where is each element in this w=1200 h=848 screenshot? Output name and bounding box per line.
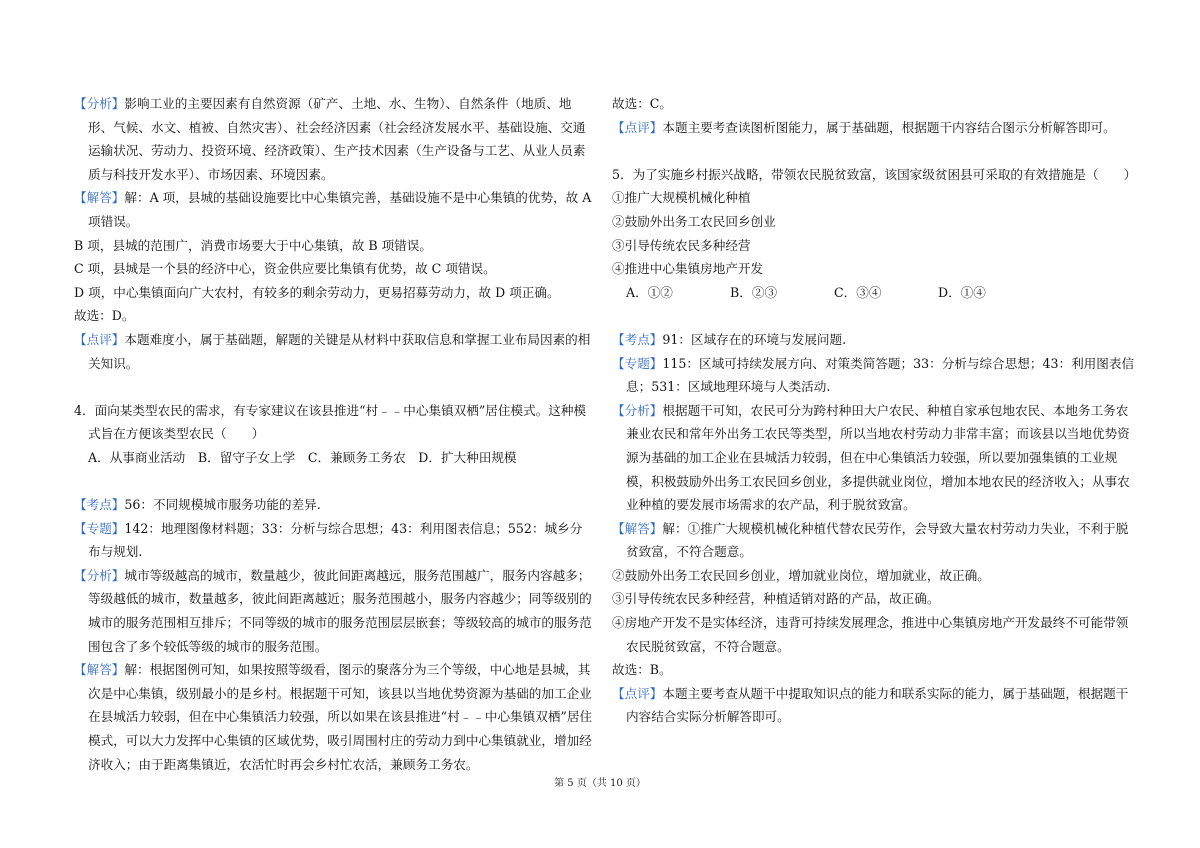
paragraph bbox=[74, 493, 594, 517]
paragraph bbox=[74, 186, 594, 233]
section-tag: 【解答】 bbox=[74, 190, 125, 206]
paragraph-text: 解：①推广大规模机械化种植代替农民劳作，会导致大量农村劳动力失业，不利于脱贫致富，不符合题意。 bbox=[626, 520, 1129, 560]
paragraph bbox=[612, 517, 1136, 564]
answer-option: B．留守子女上学 bbox=[197, 449, 308, 465]
paragraph bbox=[612, 92, 1136, 116]
answer-option: A．①② bbox=[626, 284, 673, 300]
paragraph-text: 本题难度小，属于基础题，解题的关键是从材料中获取信息和掌握工业布局因素的相关知识。 bbox=[88, 331, 591, 371]
paragraph bbox=[74, 399, 594, 446]
paragraph-text: D 项，中心集镇面向广大农村，有较多的剩余劳动力，更易招募劳动力，故 D 项正确。 bbox=[74, 284, 560, 300]
paragraph bbox=[612, 186, 1136, 210]
paragraph-text: B 项，县城的范围广，消费市场要大于中心集镇，故 B 项错误。 bbox=[74, 237, 432, 253]
paragraph-text: 本题主要考查读图析图能力，属于基础题，根据题干内容结合图示分析解答即可。 bbox=[662, 119, 1116, 135]
section-tag: 【分析】 bbox=[74, 96, 125, 111]
paragraph-text: ①推广大规模机械化种植 bbox=[612, 190, 751, 206]
paragraph-text: ③引导传统农民多种经营，种植适销对路的产品，故正确。 bbox=[612, 591, 940, 607]
paragraph-text: 城市等级越高的城市，数量越少，彼此间距离越远，服务范围越广，服务内容越多；等级越低的城市，数量越多，彼此间距离越近；服务范围越小，服务内容越少；同等级别的城市的服务范围相互排斥；不同等级的城市的服务范围层层嵌套；等级较高的城市的服务范围包含了多个较低等级的城市的服务范围。 bbox=[88, 567, 592, 654]
paragraph-text: 故选：B。 bbox=[612, 662, 672, 678]
paragraph-text: 解：根据图例可知，如果按照等级看，图示的聚落分为三个等级，中心地是县城，其次是中心集镇，级别最小的是乡村。根据题干可知，该县以当地优势资源为基础的加工企业在县城活力较弱，但在中心集镇活力较强，所以如果在该县推进“村﹣﹣中心集镇双栖”居住模式，可以大力发挥中心集镇的区域优势，吸引周围村庄的劳动力到中心集镇就业，增加经济收入；由于距离集镇近，农活忙时再会乡村忙农活，兼顾务工务农。 bbox=[88, 662, 593, 772]
paragraph bbox=[74, 517, 594, 564]
paragraph bbox=[74, 92, 594, 186]
right-column bbox=[612, 92, 1136, 729]
left-column bbox=[74, 92, 594, 776]
answer-option: D．①④ bbox=[938, 284, 986, 300]
paragraph-text: 本题主要考查从题干中提取知识点的能力和联系实际的能力，属于基础题，根据题干内容结合实际分析解答即可。 bbox=[626, 685, 1129, 725]
page-number: 第 5 页（共 10 页） bbox=[554, 778, 646, 789]
paragraph bbox=[74, 281, 594, 305]
paragraph bbox=[74, 658, 594, 776]
section-tag: 【分析】 bbox=[74, 567, 125, 583]
section-tag: 【解答】 bbox=[612, 520, 663, 536]
paragraph bbox=[612, 682, 1136, 729]
left-paragraphs-bottom bbox=[74, 493, 594, 776]
paragraph bbox=[74, 234, 594, 258]
answer-option: A．从事商业活动 bbox=[88, 449, 198, 465]
paragraph-text: 142：地理图像材料题；33：分析与综合思想；43：利用图表信息；552：城乡分布与规划. bbox=[88, 520, 583, 560]
answer-option: C．兼顾务工务农 bbox=[307, 449, 419, 465]
section-tag: 【专题】 bbox=[74, 520, 125, 536]
paragraph bbox=[612, 564, 1136, 588]
paragraph bbox=[612, 399, 1136, 517]
paragraph-text: 故选：D。 bbox=[74, 308, 135, 324]
paragraph-text: C 项，县城是一个县的经济中心，资金供应要比集镇有优势，故 C 项错误。 bbox=[74, 261, 496, 277]
answer-option: C．③④ bbox=[834, 284, 882, 300]
paragraph-text: ③引导传统农民多种经营 bbox=[612, 237, 751, 253]
paragraph-text: 115：区域可持续发展方向、对策类简答题；33：分析与综合思想；43：利用图表信息；531：区域地理环境与人类活动. bbox=[626, 355, 1135, 395]
right-paragraphs-top bbox=[612, 92, 1136, 281]
section-tag: 【点评】 bbox=[74, 331, 125, 347]
paragraph bbox=[612, 587, 1136, 611]
paragraph bbox=[612, 234, 1136, 258]
left-paragraphs-top bbox=[74, 92, 594, 446]
paragraph bbox=[612, 163, 1136, 187]
paragraph bbox=[612, 116, 1136, 140]
paragraph-text: ②鼓励外出务工农民回乡创业 bbox=[612, 213, 776, 229]
right-paragraphs-bottom bbox=[612, 328, 1136, 729]
paragraph bbox=[612, 658, 1136, 682]
paragraph-text: ④房地产开发不是实体经济，违背可持续发展理念，推进中心集镇房地产开发最终不可能带领农民脱贫致富，不符合题意。 bbox=[612, 615, 1129, 654]
paragraph-text: 4．面向某类型农民的需求，有专家建议在该县推进“村﹣﹣中心集镇双栖”居住模式。这种模式旨在方便该类型农民（ ） bbox=[74, 402, 587, 442]
paragraph-text: 56：不同规模城市服务功能的差异. bbox=[124, 497, 321, 513]
paragraph-text: 解：A 项，县城的基础设施要比中心集镇完善，基础设施不是中心集镇的优势，故 A 项错误。 bbox=[88, 190, 592, 229]
paragraph bbox=[74, 257, 594, 281]
paragraph bbox=[74, 304, 594, 328]
section-tag: 【点评】 bbox=[612, 119, 663, 135]
paragraph-text: 91：区域存在的环境与发展问题. bbox=[662, 331, 847, 347]
section-tag: 【专题】 bbox=[612, 355, 663, 371]
paragraph bbox=[74, 564, 594, 658]
section-tag: 【考点】 bbox=[612, 331, 663, 347]
answer-option: B．②③ bbox=[730, 284, 778, 300]
paragraph bbox=[612, 210, 1136, 234]
section-tag: 【点评】 bbox=[612, 685, 663, 701]
section-tag: 【考点】 bbox=[74, 497, 125, 513]
section-tag: 【解答】 bbox=[74, 662, 125, 678]
paragraph-text: 故选：C。 bbox=[612, 96, 673, 111]
paragraph-text: ④推进中心集镇房地产开发 bbox=[612, 261, 764, 277]
paragraph bbox=[612, 352, 1136, 399]
paragraph-text: 5．为了实施乡村振兴战略，带领农民脱贫致富，该国家级贫困县可采取的有效措施是（ ） bbox=[612, 166, 1137, 182]
paragraph bbox=[74, 328, 594, 375]
question-4-options bbox=[74, 446, 594, 470]
paragraph bbox=[612, 611, 1136, 658]
answer-option: D．扩大种田规模 bbox=[418, 449, 530, 465]
question-5-options bbox=[612, 281, 1136, 305]
paragraph-text: 根据题干可知，农民可分为跨村种田大户农民、种植自家承包地农民、本地务工务农兼业农民和常年外出务工农民等类型，所以当地农村劳动力非常丰富；而该县以当地优势资源为基础的加工企业在县城活力较弱，但在中心集镇活力较强，所以要加强集镇的工业规模，积极鼓励外出务工农民回乡创业，多提供就业岗位，增加本地农民的经济收入；从事农业种植的要发展市场需求的农产品，利于脱贫致富。 bbox=[626, 402, 1130, 513]
paragraph-text: ②鼓励外出务工农民回乡创业，增加就业岗位，增加就业，故正确。 bbox=[612, 567, 990, 583]
section-tag: 【分析】 bbox=[612, 402, 663, 418]
paragraph bbox=[612, 328, 1136, 352]
paragraph-text: 影响工业的主要因素有自然资源（矿产、土地、水、生物）、自然条件（地质、地形、气候、水文、植被、自然灾害）、社会经济因素（社会经济发展水平、基础设施、交通运输状况、劳动力、投资环境、经济政策）、生产技术因素（生产设备与工艺、从业人员素质与科技开发水平）、市场因素、环境因素。 bbox=[88, 96, 586, 182]
paragraph bbox=[612, 257, 1136, 281]
